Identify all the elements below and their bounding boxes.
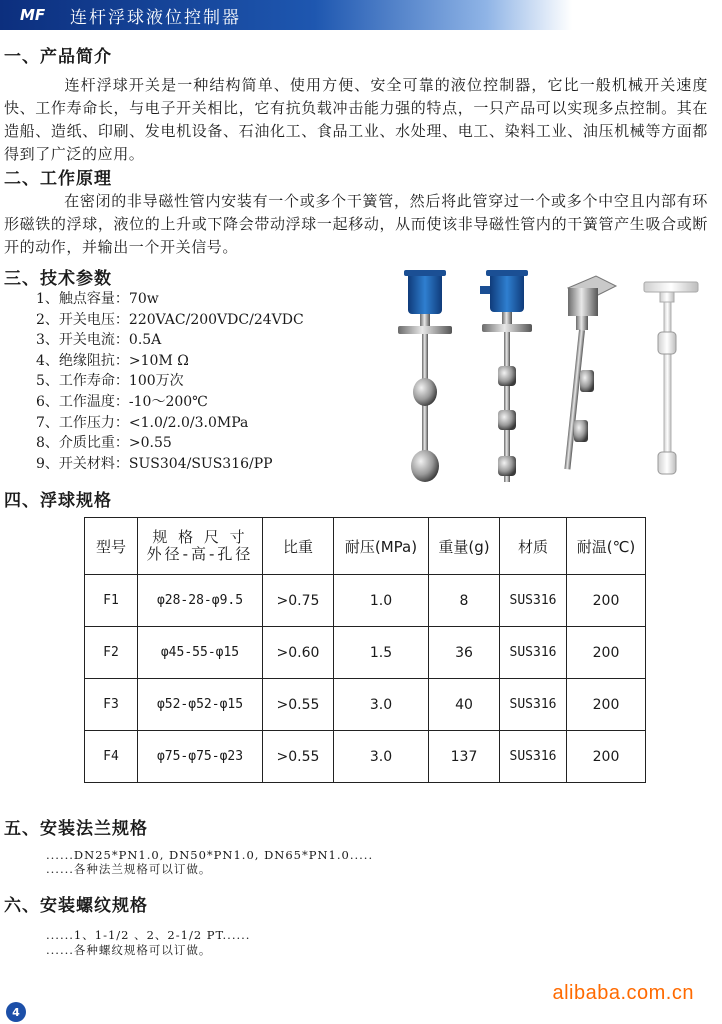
cell-density: >0.55 (263, 731, 334, 783)
cell-temp: 200 (567, 731, 646, 783)
cell-material: SUS316 (500, 627, 567, 679)
cell-size: φ52-φ52-φ15 (138, 679, 263, 731)
param-item: 1、触点容量：70w (36, 291, 159, 307)
cell-model: F3 (85, 679, 138, 731)
table-row (85, 679, 646, 731)
param-item: 8、介质比重：>0.55 (36, 435, 172, 452)
section-intro-title: 一、产品简介 (4, 47, 112, 67)
product-3 (564, 276, 616, 470)
th-density: 比重 (263, 518, 334, 575)
cell-size: φ28-28-φ9.5 (138, 575, 263, 627)
flange-line-2: ......各种法兰规格可以订做。 (46, 862, 212, 876)
flange-line-1: ......DN25*PN1.0, DN50*PN1.0, DN65*PN1.0..... (46, 848, 374, 862)
section-thread-title: 六、安装螺纹规格 (4, 896, 148, 916)
cell-weight: 137 (429, 731, 500, 783)
page-title: 连杆浮球液位控制器 (70, 7, 241, 28)
section-float-title: 四、浮球规格 (4, 491, 112, 511)
param-item: 2、开关电压：220VAC/200VDC/24VDC (36, 311, 304, 328)
cell-density: >0.60 (263, 627, 334, 679)
param-item: 9、开关材料：SUS304/SUS316/PP (36, 455, 273, 472)
table-row (85, 575, 646, 627)
th-size-top: 规 格 尺 寸 (152, 528, 248, 546)
cell-pressure: 1.0 (334, 575, 429, 627)
param-item: 5、工作寿命：100万次 (36, 373, 184, 390)
thread-line-2: ......各种螺纹规格可以订做。 (46, 943, 212, 957)
cell-model: F2 (85, 627, 138, 679)
table-row (85, 627, 646, 679)
header-bar (0, 0, 572, 30)
th-weight: 重量(g) (429, 518, 500, 575)
product-4 (644, 282, 698, 474)
float-spec-table (84, 517, 646, 783)
section-principle-text: 在密闭的非导磁性管内安装有一个或多个干簧管，然后将此管穿过一个或多个中空且内部有环形磁铁的浮球，液位的上升或下降会带动浮球一起移动，从而使该非导磁性管内的干簧管产生吸合或断开的动作，并输出一个开关信号。 (4, 192, 708, 256)
cell-temp: 200 (567, 627, 646, 679)
cell-weight: 40 (429, 679, 500, 731)
th-material: 材质 (500, 518, 567, 575)
param-item: 7、工作压力：<1.0/2.0/3.0MPa (36, 414, 249, 431)
cell-model: F4 (85, 731, 138, 783)
watermark: alibaba.com.cn (552, 982, 694, 1004)
th-size (138, 518, 263, 575)
thread-line-1: ......1、1-1/2 、2、2-1/2 PT...... (46, 928, 251, 942)
cell-density: >0.75 (263, 575, 334, 627)
section-principle-title: 二、工作原理 (4, 169, 112, 189)
th-model: 型号 (85, 518, 138, 575)
cell-pressure: 3.0 (334, 679, 429, 731)
param-item: 3、开关电流：0.5A (36, 332, 162, 349)
cell-weight: 36 (429, 627, 500, 679)
cell-pressure: 3.0 (334, 731, 429, 783)
th-pressure: 耐压(MPa) (334, 518, 429, 575)
cell-material: SUS316 (500, 731, 567, 783)
th-temp: 耐温(℃) (567, 518, 646, 575)
cell-material: SUS316 (500, 575, 567, 627)
section-params-title: 三、技术参数 (4, 269, 112, 289)
product-2 (480, 270, 532, 482)
cell-size: φ45-55-φ15 (138, 627, 263, 679)
product-1 (398, 270, 452, 482)
table-row (85, 731, 646, 783)
param-item: 6、工作温度：-10～200℃ (36, 393, 208, 410)
cell-weight: 8 (429, 575, 500, 627)
th-size-bottom: 外径-高-孔径 (146, 545, 254, 563)
table-header-row (85, 518, 646, 575)
section-intro-text: 连杆浮球开关是一种结构简单、使用方便、安全可靠的液位控制器，它比一般机械开关速度快、工作寿命长，与电子开关相比，它有抗负载冲击能力强的特点，一只产品可以实现多点控制。其在造船、造纸、印刷、发电机设备、石油化工、食品工业、水处理、电工、染料工业、油压机械等方面都得到了广泛的应用。 (4, 76, 708, 163)
param-item: 4、绝缘阻抗：>10M Ω (36, 352, 189, 369)
cell-model: F1 (85, 575, 138, 627)
cell-density: >0.55 (263, 679, 334, 731)
page-number: 4 (6, 1002, 26, 1022)
cell-size: φ75-φ75-φ23 (138, 731, 263, 783)
params-list (36, 289, 304, 474)
header-code: MF (20, 6, 46, 24)
section-flange-title: 五、安装法兰规格 (4, 819, 148, 839)
cell-temp: 200 (567, 679, 646, 731)
product-photos (390, 270, 710, 495)
cell-material: SUS316 (500, 679, 567, 731)
cell-temp: 200 (567, 575, 646, 627)
cell-pressure: 1.5 (334, 627, 429, 679)
